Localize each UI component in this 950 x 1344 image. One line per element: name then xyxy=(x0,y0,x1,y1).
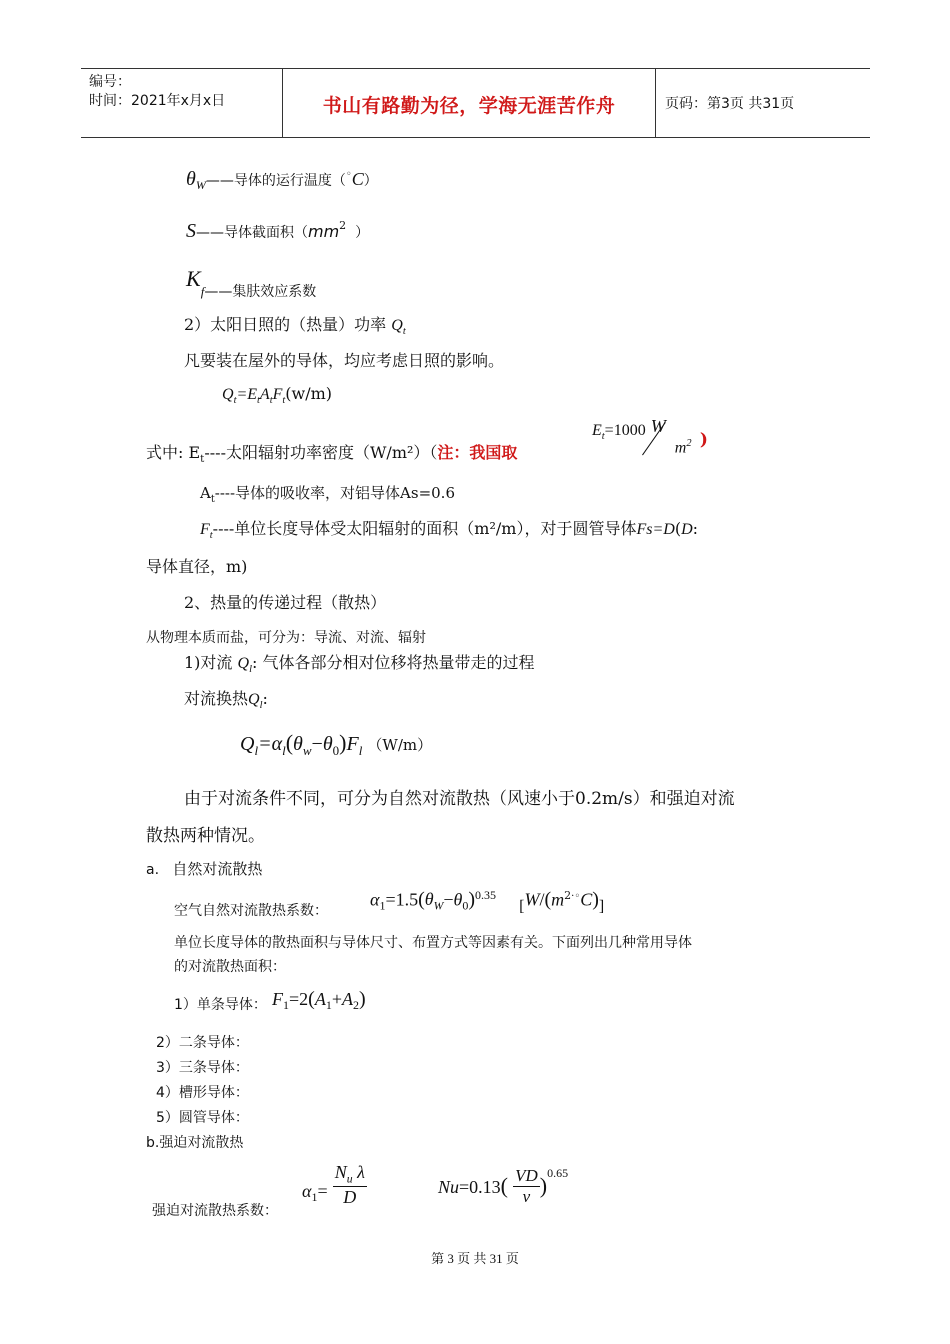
header-divider xyxy=(655,69,656,137)
et-value-formula: $E_t=1000$ W $m^2$ ) xyxy=(592,416,708,457)
page-footer: 第 3 页 共 31 页 xyxy=(431,1251,519,1266)
solar-heading: 2）太阳日照的（热量）功率 $Q_t$ xyxy=(184,315,406,338)
transfer-heading: 2、热量的传递过程（散热） xyxy=(184,593,387,612)
et-definition: 式中: $E_t----$太阳辐射功率密度（W/m²）（注：我国取 xyxy=(146,443,518,466)
header-motto: 书山有路勤为径，学海无涯苦作舟 xyxy=(322,95,616,117)
natural-area-line2: 的对流散热面积： xyxy=(174,959,286,975)
convection-paragraph-line2: 散热两种情况。 xyxy=(146,826,265,846)
header-time: 时间：2021年x月x日 xyxy=(89,93,226,109)
at-definition: $A_t----$导体的吸收率，对铝导体As=0.6 xyxy=(200,484,455,505)
def-s: S——导体截面积（$mm^2$ ） xyxy=(186,219,370,242)
convection-formula: $Q_l=\alpha_l(\theta_w-\theta_0)F_l$ （W/m） xyxy=(240,730,433,758)
natural-item-4: 4）槽形导体： xyxy=(156,1085,249,1101)
forced-alpha-formula: $\alpha_1=$ $\frac{N_u \lambda}{D}$ xyxy=(302,1162,365,1207)
forced-nu-formula: Nu=0.13( $\frac{VD}{\nu}$ )$^{0.65}$ xyxy=(438,1165,569,1206)
solar-intro: 凡要装在屋外的导体，均应考虑日照的影响。 xyxy=(184,351,505,370)
convection-heat-label: 对流换热$Q_l$: xyxy=(184,689,268,712)
def-kf: $K_f——$集肤效应系数 xyxy=(186,266,317,300)
natural-item-5: 5）圆管导体： xyxy=(156,1110,249,1126)
natural-coef-formula: $\alpha_1=1.5(\theta_W-\theta_0)^{0.35}$ $[W/(m^{2\cdot◦}C)]$ xyxy=(370,888,605,916)
natural-heading: a. 自然对流散热 xyxy=(146,860,263,878)
ft-definition: $F_t----$单位长度导体受太阳辐射的面积（m²/m），对于圆管导体Fs=D(D: xyxy=(200,519,699,542)
forced-heading: b.强迫对流散热 xyxy=(146,1135,244,1151)
convection-paragraph-line1: 由于对流条件不同，可分为自然对流散热（风速小于0.2m/s）和强迫对流 xyxy=(184,789,735,809)
header-meta xyxy=(89,73,225,111)
convection-definition: 1)对流 $Q_l$: 气体各部分相对位移将热量带走的过程 xyxy=(184,653,535,676)
natural-item-1: 1）单条导体： $F_1=2(A_1+A_2)$ xyxy=(174,988,366,1013)
natural-item-3: 3）三条导体： xyxy=(156,1060,249,1076)
forced-coef-label: 强迫对流散热系数： xyxy=(152,1203,278,1219)
natural-coef-label: 空气自然对流散热系数： xyxy=(174,903,328,919)
def-theta: $\theta_W——$导体的运行温度（◦C） xyxy=(186,168,378,192)
transfer-physics: 从物理本质而盐，可分为：导流、对流、辐射 xyxy=(146,630,426,646)
page-header xyxy=(81,68,870,138)
header-page-info: 页码：第3页 共31页 xyxy=(665,96,795,112)
solar-formula: $Q_t=E_tA_tF_t(w/m)$ xyxy=(222,384,333,407)
natural-item-2: 2）二条导体： xyxy=(156,1035,249,1051)
ft-continuation: 导体直径，m) xyxy=(146,557,248,576)
header-number: 编号： xyxy=(89,74,131,90)
natural-area-line1: 单位长度导体的散热面积与导体尺寸、布置方式等因素有关。下面列出几种常用导体 xyxy=(174,935,692,951)
